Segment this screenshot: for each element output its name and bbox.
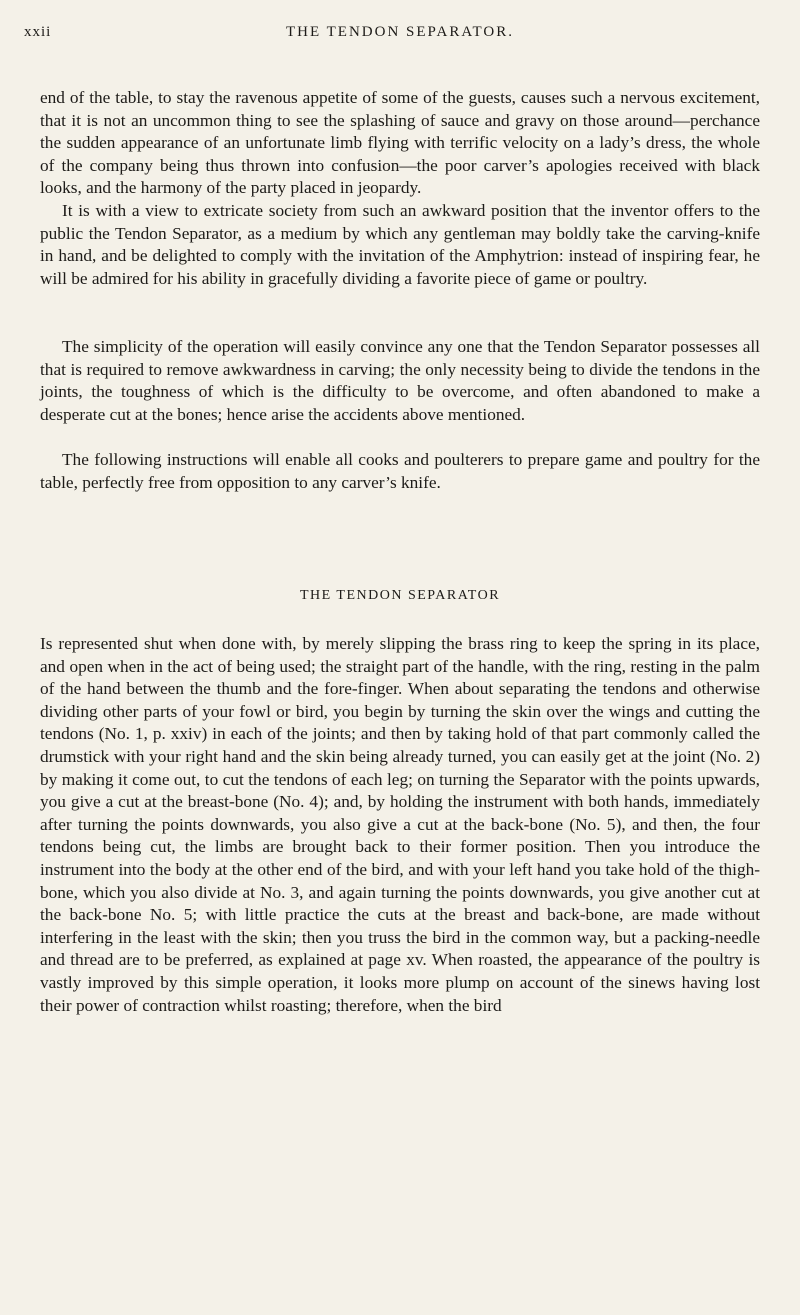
- page-header: [0, 24, 800, 54]
- page-number: xxii: [24, 24, 52, 40]
- section-title: THE TENDON SEPARATOR: [299, 588, 501, 603]
- paragraph-2: It is with a view to extricate society from such an awkward position that the inventor offers to the public the Tendon Separator, as a medium by which any gentleman may boldly take the carving-knife in hand, and be delighted to comply with the invitation of the Amphytrion: instead of inspiring fear, he will be admired for his ability in gracefully dividing a favorite piece of game or poultry.: [40, 201, 760, 288]
- paragraph-3: The simplicity of the operation will easily convince any one that the Tendon Separator possesses all that is required to remove awkwardness in carving; the only necessity being to divide the tendons in the joints, the toughness of which is the difficulty to be overcome, and often abandoned to make a desperate cut at the bones; hence arise the accidents above mentioned.: [40, 337, 760, 424]
- section-body: Is represented shut when done with, by merely slipping the brass ring to keep the spring in its place, and open when in the act of being used; the straight part of the handle, with the ring, resting in the palm of the hand between the thumb and the fore-finger. When about separating the tendons and otherwise dividing other parts of your fowl or bird, you begin by turning the skin over the wings and cutting the tendons (No. 1, p. xxiv) in each of the joints; and then by taking hold of that part commonly called the drumstick with your right hand and the skin being already turned, you can easily get at the joint (No. 2) by making it come out, to cut the tendons of each leg; on turning the Separator with the points upwards, you give a cut at the breast-bone (No. 4); and, by holding the instrument with both hands, immediately after turning the points downwards, you also give a cut at the back-bone (No. 5), and then, the four tendons being cut, the limbs are brought back to their former position. Then you introduce the instrument into the body at the other end of the bird, and with your left hand you take hold of the thigh-bone, which you also divide at No. 3, and again turning the points downwards, you give another cut at the back-bone No. 5; with little practice the cuts at the breast and back-bone, are made without interfering in the least with the skin; then you truss the bird in the common way, but a packing-needle and thread are to be preferred, as explained at page xv. When roasted, the appearance of the poultry is vastly improved by this simple operation, it looks more plump on account of the sinews having lost their power of contraction whilst roasting; therefore, when the bird: [40, 634, 760, 1015]
- paragraph-4: The following instructions will enable all cooks and poulterers to prepare game and poultry for the table, perfectly free from opposition to any carver’s knife.: [40, 450, 760, 492]
- paragraph-1: end of the table, to stay the ravenous appetite of some of the guests, causes such a nervous excitement, that it is not an uncommon thing to see the splashing of sauce and gravy on those around—perchance the sudden appearance of an unfortunate limb flying with terrific velocity on a lady’s dress, the whole of the company being thus thrown into confusion—the poor carver’s apologies received with black looks, and the harmony of the party placed in jeopardy.: [40, 88, 760, 198]
- running-head: THE TENDON SEPARATOR.: [286, 24, 514, 40]
